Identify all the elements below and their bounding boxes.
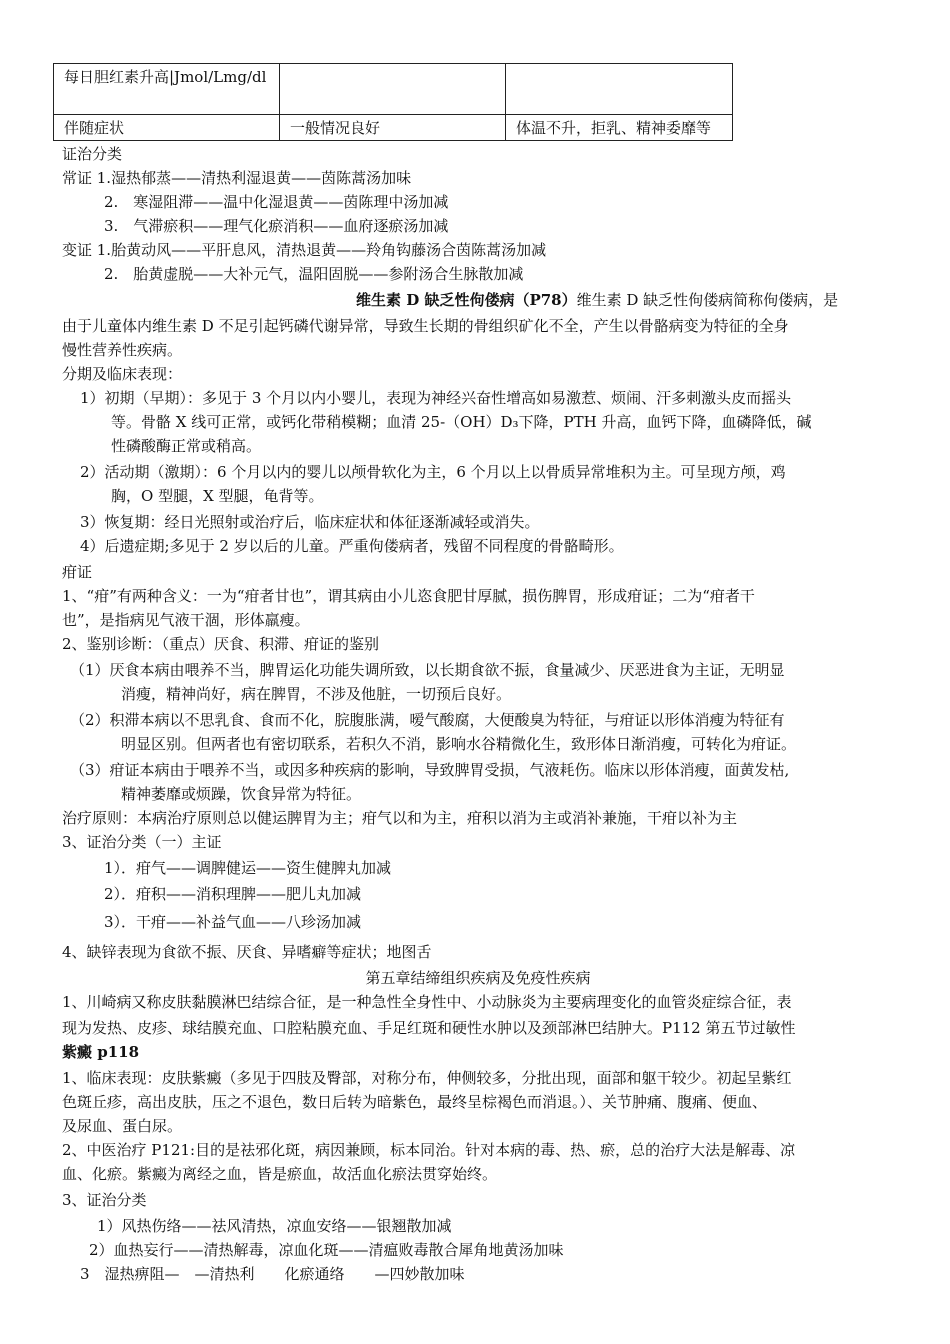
text-line: （3）疳证本病由于喂养不当，或因多种疾病的影响，导致脾胃受损，气液耗伤。临床以形体消瘦，面黄发枯, [70, 761, 790, 779]
text-line: 1、川崎病又称皮肤黏膜淋巴结综合征，是一种急性全身性中、小动脉炎为主要病理变化的血管炎症综合征，表 [62, 993, 792, 1011]
text-line: 消瘦，精神尚好，病在脾胃，不涉及他脏，一切预后良好。 [121, 685, 512, 703]
text-line: 血、化瘀。紫癜为离经之血，皆是瘀血，故活血化瘀法贯穿始终。 [62, 1165, 498, 1183]
text-line: 4）后遗症期;多见于 2 岁以后的儿童。严重佝偻病者，残留不同程度的骨骼畸形。 [80, 537, 624, 555]
text-line: 1、临床表现：皮肤紫癜（多见于四肢及臀部，对称分布，伸侧较多，分批出现，面部和躯干较少。初起呈紫红 [62, 1069, 792, 1087]
cell-text: 一般情况良好 [290, 119, 381, 137]
chapter-title: 第五章结缔组织疾病及免疫性疾病 [365, 969, 591, 987]
rickets-title: 维生素 D 缺乏性佝偻病（P78） [356, 291, 577, 309]
text-line: 色斑丘疹，高出皮肤，压之不退色，数日后转为暗紫色，最终呈棕褐色而消退。）、关节肿痛、腹痛、便血、 [62, 1093, 768, 1111]
cell-text: 伴随症状 [64, 119, 125, 137]
text-line: 现为发热、皮疹、球结膜充血、口腔粘膜充血、手足红斑和硬性水肿以及颈部淋巴结肿大。P112 第五节过敏性 [62, 1019, 796, 1037]
text-line: 等。骨骼 X 线可正常，或钙化带稍模糊；血清 25-（OH）D₃下降，PTH 升高，血钙下降，血磷降低，碱 [111, 413, 812, 431]
section-heading: 证治分类 [62, 145, 123, 163]
text-line: 1、“疳”有两种含义：一为“疳者甘也”，谓其病由小儿恣食肥甘厚腻，损伤脾胃，形成疳证；二为“疳者干 [62, 587, 755, 605]
text-line: 3、证治分类（一）主证 [62, 833, 222, 851]
text-line: （1）厌食本病由喂养不当，脾胃运化功能失调所致，以长期食欲不振，食量减少、厌恶进食为主证，无明显 [70, 661, 785, 679]
text-line: 3、证治分类 [62, 1191, 147, 1209]
rickets-title-line [356, 288, 896, 312]
text-line: 胸，O 型腿，X 型腿，龟背等。 [111, 487, 324, 505]
text-line: 2. 寒湿阻滞——温中化湿退黄——茵陈理中汤加减 [104, 193, 449, 211]
text-line: 3 湿热痹阻— —清热利 化瘀通络 —四妙散加味 [80, 1265, 465, 1283]
text-line: 3. 气滞瘀积——理气化瘀消积——血府逐瘀汤加减 [104, 217, 449, 235]
text-line: 分期及临床表现： [62, 365, 183, 383]
text-line: 维生素 D 缺乏性佝偻病简称佝偻病，是 [576, 291, 839, 309]
text-line: 治疗原则：本病治疗原则总以健运脾胃为主；疳气以和为主，疳积以消为主或消补兼施，干疳以补为主 [62, 809, 738, 827]
text-line: 3）．干疳——补益气血——八珍汤加减 [104, 913, 362, 931]
text-line: 变证 1.胎黄动风——平肝息风，清热退黄——羚角钩藤汤合茵陈蒿汤加减 [62, 241, 547, 259]
text-line: 由于儿童体内维生素 D 不足引起钙磷代谢异常，导致生长期的骨组织矿化不全，产生以骨骼病变为特征的全身 [62, 317, 789, 335]
text-line: 2、中医治疗 P121:目的是祛邪化斑，病因兼顾，标本同治。针对本病的毒、热、瘀，总的治疗大法是解毒、凉 [62, 1141, 796, 1159]
table-cell [54, 115, 280, 141]
text-line: 1）．疳气——调脾健运——资生健脾丸加减 [104, 859, 392, 877]
text-line: 2. 胎黄虚脱——大补元气，温阳固脱——参附汤合生脉散加减 [104, 265, 524, 283]
cell-text: 体温不升，拒乳、精神委靡等 [516, 119, 712, 137]
table-cell [506, 64, 733, 115]
text-line: 常证 1.湿热郁蒸——清热利湿退黄——茵陈蒿汤加味 [62, 169, 412, 187]
text-line: 2）活动期（激期）：6 个月以内的婴儿以颅骨软化为主，6 个月以上以骨质异常堆积为主。可呈现方颅，鸡 [80, 463, 786, 481]
table-cell [506, 115, 733, 141]
text-line: 2、鉴别诊断：（重点）厌食、积滞、疳证的鉴别 [62, 635, 380, 653]
text-line: 2）血热妄行——清热解毒，凉血化斑——清瘟败毒散合犀角地黄汤加味 [89, 1241, 564, 1259]
text-line: 性磷酸酶正常或稍高。 [111, 437, 262, 455]
text-line: 及尿血、蛋白尿。 [62, 1117, 183, 1135]
table-row [54, 64, 733, 115]
section-heading: 疳证 [62, 563, 93, 581]
table-cell [280, 115, 506, 141]
text-line: 明显区别。但两者也有密切联系，若积久不消，影响水谷精微化生，致形体日渐消瘦，可转化为疳证。 [121, 735, 797, 753]
text-line: 3）恢复期：经日光照射或治疗后，临床症状和体征逐渐减轻或消失。 [80, 513, 540, 531]
text-line: 1）风热伤络——祛风清热，凉血安络——银翘散加减 [97, 1217, 452, 1235]
text-line: 也”，是指病见气液干涸，形体羸瘦。 [62, 611, 310, 629]
text-line: 4、缺锌表现为食欲不振、厌食、异嗜癖等症状；地图舌 [62, 943, 432, 961]
table-row [54, 115, 733, 141]
text-line: 精神萎靡或烦躁，饮食异常为特征。 [121, 785, 362, 803]
text-line: （2）积滞本病以不思乳食、食而不化，脘腹胀满，嗳气酸腐，大便酸臭为特征，与疳证以形体消瘦为特征有 [70, 711, 785, 729]
section-heading: 紫癜 p118 [62, 1043, 140, 1061]
text-line: 慢性营养性疾病。 [62, 341, 183, 359]
table-cell [280, 64, 506, 115]
jaundice-comparison-table [53, 63, 733, 141]
text-line: 1）初期（早期）：多见于 3 个月以内小婴儿，表现为神经兴奋性增高如易激惹、烦闹、汗多刺激头皮而摇头 [80, 389, 792, 407]
table-cell: 每日胆红素升高|Jmol/Lmg/dl [54, 64, 280, 115]
text-line: 2）．疳积——消积理脾——肥儿丸加减 [104, 885, 362, 903]
